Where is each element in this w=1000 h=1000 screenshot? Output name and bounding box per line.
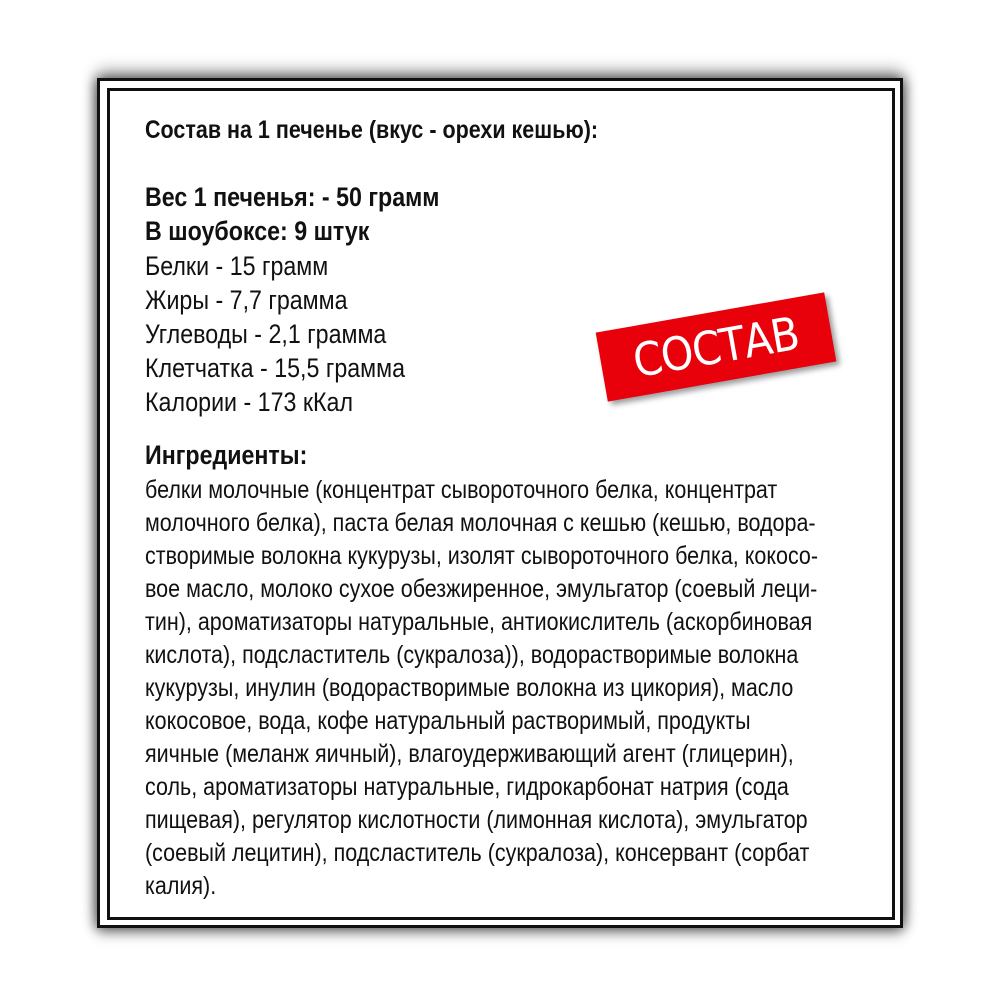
ingredients-line: кукурузы, инулин (водорастворимые волокна из цикория), масло: [145, 674, 794, 702]
ingredients-line: (соевый лецитин), подсластитель (сукралоза), консервант (сорбат: [145, 839, 810, 867]
ingredients-line: тин), ароматизаторы натуральные, антиокислитель (аскорбиновая: [145, 608, 813, 636]
stamp-label: СОСТАВ: [629, 305, 803, 389]
ingredients-line: калия).: [145, 872, 217, 900]
ingredients-line: пищевая), регулятор кислотности (лимонная кислота), эмульгатор: [145, 806, 808, 834]
ingredients-line: соль, ароматизаторы натуральные, гидрокарбонат натрия (сода: [145, 773, 789, 801]
showbox-count: В шоубоксе: 9 штук: [145, 216, 370, 246]
ingredients-line: яичные (меланж яичный), влагоудерживающий агент (глицерин),: [145, 740, 794, 768]
ingredients-line: белки молочные (концентрат сывороточного белка, концентрат: [145, 476, 778, 504]
ingredients-line: молочного белка), паста белая молочная с кешью (кешью, водора-: [145, 509, 816, 537]
ingredients-line: кокосовое, вода, кофе натуральный растворимый, продукты: [145, 707, 751, 735]
nutrition-fat: Жиры - 7,7 грамма: [145, 285, 348, 315]
ingredients-line: вое масло, молоко сухое обезжиренное, эмульгатор (соевый леци-: [145, 575, 818, 603]
nutrition-fiber: Клетчатка - 15,5 грамма: [145, 353, 406, 383]
ingredients-heading: Ингредиенты:: [145, 440, 308, 470]
nutrition-carbs: Углеводы - 2,1 грамма: [145, 319, 387, 349]
nutrition-protein: Белки - 15 грамм: [145, 251, 329, 281]
ingredients-line: створимые волокна кукурузы, изолят сывороточного белка, кокосо-: [145, 542, 819, 570]
nutrition-calories: Калории - 173 кКал: [145, 387, 353, 417]
cookie-weight: Вес 1 печенья: - 50 грамм: [145, 182, 440, 212]
ingredients-line: кислота), подсластитель (сукралоза)), водорастворимые волокна: [145, 641, 799, 669]
composition-title: Состав на 1 печенье (вкус - орехи кешью):: [145, 116, 599, 144]
